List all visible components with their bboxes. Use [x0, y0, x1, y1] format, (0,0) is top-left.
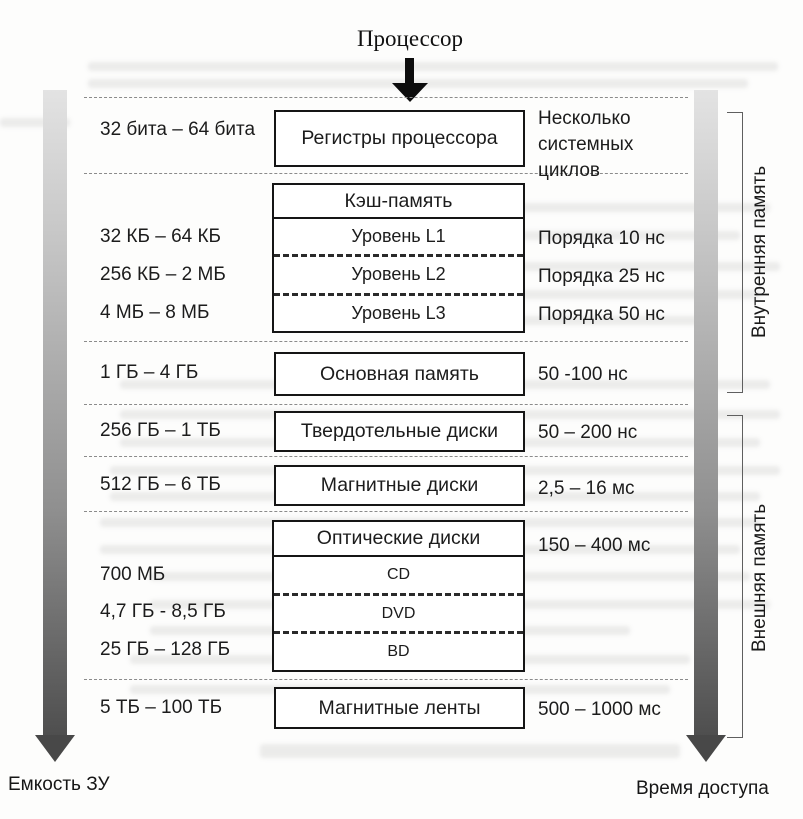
cache-box-header: [274, 185, 523, 219]
optical-cd-label: CD: [386, 565, 411, 583]
registers-capacity: 32 бита – 64 бита: [100, 119, 256, 140]
main-memory-box-label: Основная память: [320, 362, 479, 385]
optical-time: 150 – 400 мс: [538, 535, 651, 556]
cache-l2-row: [274, 254, 523, 292]
ssd-time: 50 – 200 нс: [538, 422, 638, 443]
dashed-separator: [84, 404, 688, 405]
processor-down-arrow-icon: [405, 58, 414, 85]
main-memory-time: 50 -100 нс: [538, 364, 628, 385]
cache-l3-capacity: 4 МБ – 8 МБ: [100, 302, 210, 323]
hdd-box-label: Магнитные диски: [320, 474, 479, 496]
cache-l2-capacity: 256 КБ – 2 МБ: [100, 264, 226, 285]
optical-box-header: [274, 522, 523, 557]
optical-bd-capacity: 25 ГБ – 128 ГБ: [100, 639, 231, 660]
processor-label: Процессор: [356, 26, 464, 51]
optical-dvd-capacity: 4,7 ГБ - 8,5 ГБ: [100, 601, 226, 622]
cache-box-title: Кэш-память: [344, 189, 453, 212]
dashed-separator: [84, 679, 688, 680]
main-memory-capacity: 1 ГБ – 4 ГБ: [100, 362, 199, 383]
capacity-axis-arrow-head-icon: [35, 735, 75, 762]
cache-l2-time: Порядка 25 нс: [538, 266, 665, 287]
registers-box: [274, 110, 525, 167]
hdd-box: [274, 465, 525, 506]
cache-box: [272, 183, 525, 333]
cache-l2-label: Уровень L2: [351, 264, 446, 285]
internal-memory-bracket: [727, 112, 743, 393]
optical-dvd-label: DVD: [381, 604, 416, 622]
dashed-separator: [84, 97, 688, 98]
hdd-capacity: 512 ГБ – 6 ТБ: [100, 474, 221, 495]
dashed-separator: [84, 511, 688, 512]
ssd-capacity: 256 ГБ – 1 ТБ: [100, 420, 221, 441]
optical-bd-row: [274, 631, 523, 670]
access-time-axis-arrow-head-icon: [686, 735, 726, 762]
cache-l1-capacity: 32 КБ – 64 КБ: [100, 226, 222, 247]
cache-l3-row: [274, 293, 523, 331]
main-memory-box: [274, 352, 525, 396]
registers-time: Несколько системных циклов: [538, 108, 634, 181]
ssd-box: [274, 411, 525, 452]
optical-box-title: Оптические диски: [316, 527, 481, 549]
optical-box: [272, 520, 525, 672]
optical-cd-capacity: 700 МБ: [100, 564, 166, 585]
optical-cd-row: [274, 557, 523, 593]
access-time-axis-label: Время доступа: [636, 778, 769, 799]
cache-l1-label: Уровень L1: [351, 226, 446, 247]
optical-dvd-row: [274, 593, 523, 632]
external-memory-label: Внешняя память: [749, 503, 770, 652]
cache-l3-label: Уровень L3: [351, 302, 446, 323]
cache-l3-time: Порядка 50 нс: [538, 304, 665, 325]
capacity-axis-arrow: [43, 90, 67, 737]
optical-bd-label: BD: [387, 643, 410, 661]
registers-box-label: Регистры процессора: [301, 127, 498, 149]
cache-l1-time: Порядка 10 нс: [538, 228, 665, 249]
access-time-axis-arrow: [694, 90, 718, 737]
dashed-separator: [84, 456, 688, 457]
dashed-separator: [84, 341, 688, 342]
cache-l1-row: [274, 219, 523, 254]
capacity-axis-label: Емкость ЗУ: [8, 774, 110, 795]
tape-time: 500 – 1000 мс: [538, 699, 661, 720]
processor-down-arrow-head-icon: [392, 83, 428, 102]
tape-box: [274, 687, 525, 729]
ssd-box-label: Твердотельные диски: [300, 420, 499, 442]
tape-capacity: 5 ТБ – 100 ТБ: [100, 697, 223, 718]
internal-memory-label: Внутренняя память: [749, 165, 770, 339]
hdd-time: 2,5 – 16 мс: [538, 478, 635, 499]
external-memory-bracket: [727, 415, 743, 738]
tape-box-label: Магнитные ленты: [318, 696, 481, 719]
